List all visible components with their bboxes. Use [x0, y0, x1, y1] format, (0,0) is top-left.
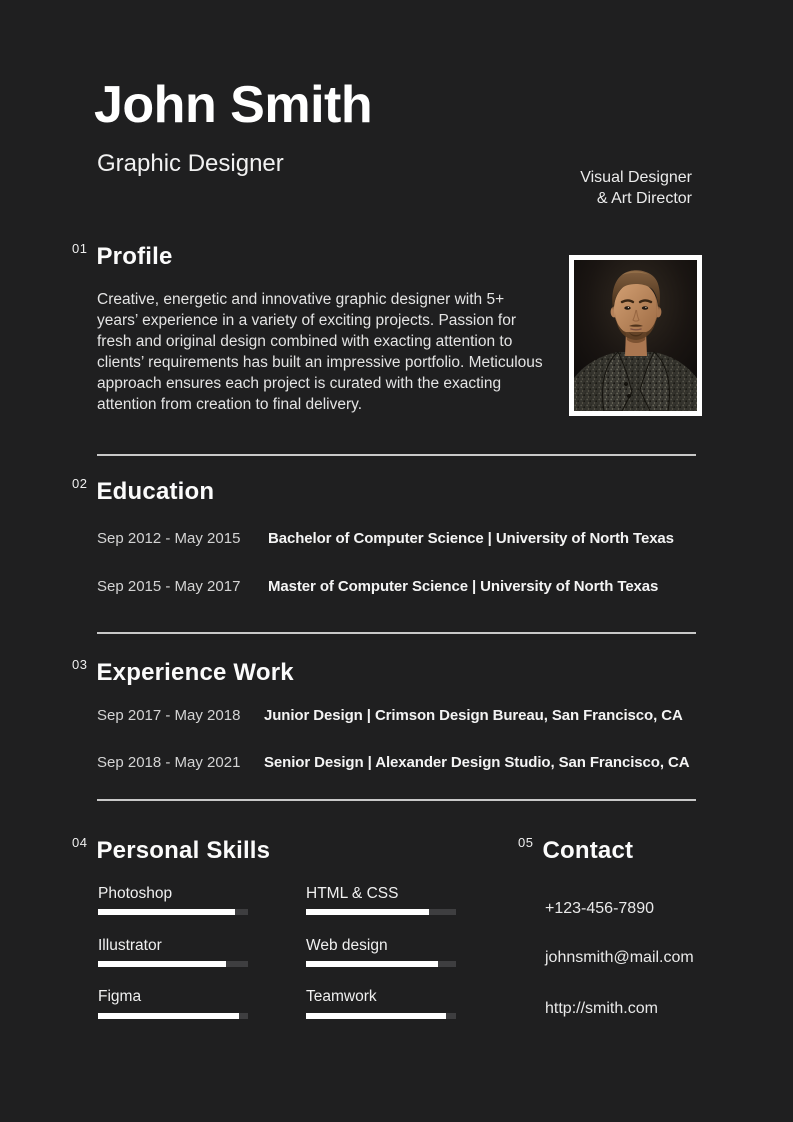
experience-section-number: 03	[72, 657, 88, 672]
education-section-number: 02	[72, 476, 88, 491]
education-section-title: Education	[96, 478, 215, 505]
skill-label-html-css: HTML & CSS	[306, 885, 399, 902]
skill-bar-fill	[98, 909, 235, 915]
tagline	[580, 167, 692, 209]
skill-bar-fill	[306, 961, 438, 967]
education-row-dates: Sep 2012 - May 2015	[97, 530, 241, 547]
divider	[97, 632, 696, 634]
experience-section-heading	[72, 659, 294, 687]
skill-label-teamwork: Teamwork	[306, 988, 377, 1005]
skills-section-heading	[72, 837, 270, 865]
experience-row-title: Junior Design | Crimson Design Bureau, San Francisco, CA	[264, 707, 683, 724]
portrait-illustration	[574, 260, 697, 411]
skills-section-title: Personal Skills	[96, 837, 271, 864]
skill-bar-figma	[98, 1013, 248, 1019]
skill-label-photoshop: Photoshop	[98, 885, 173, 902]
profile-section-heading	[72, 243, 173, 271]
profile-photo	[569, 255, 702, 416]
experience-row-dates: Sep 2017 - May 2018	[97, 707, 241, 724]
skills-section-number: 04	[72, 835, 88, 850]
tagline-line2: & Art Director	[596, 190, 692, 207]
profile-text: Creative, energetic and innovative graphic designer with 5+ years’ experience in a variety of exciting projects. Passion for fresh and original design combined with exacting attention to clients’ requirements has built an impressive portfolio. Meticulous approach ensures each project is curated with the exacting attention from creation to final delivery.	[97, 291, 543, 413]
skill-bar-photoshop	[98, 909, 248, 915]
contact-website: http://smith.com	[545, 1000, 658, 1017]
skill-label-illustrator: Illustrator	[98, 937, 162, 954]
contact-email: johnsmith@mail.com	[545, 949, 694, 966]
education-row-dates: Sep 2015 - May 2017	[97, 578, 241, 595]
experience-row-title: Senior Design | Alexander Design Studio, San Francisco, CA	[264, 754, 690, 771]
skill-bar-teamwork	[306, 1013, 456, 1019]
education-row-title: Master of Computer Science | University of North Texas	[268, 578, 659, 595]
profile-section-title: Profile	[96, 243, 173, 270]
skill-label-web-design: Web design	[306, 937, 388, 954]
contact-section-number: 05	[518, 835, 534, 850]
divider	[97, 454, 696, 456]
skill-bar-html-css	[306, 909, 456, 915]
education-row-title: Bachelor of Computer Science | University of North Texas	[268, 530, 674, 547]
education-section-heading	[72, 478, 214, 506]
skill-bar-fill	[98, 1013, 239, 1019]
experience-section-title: Experience Work	[96, 659, 294, 686]
contact-section-title: Contact	[542, 837, 634, 864]
skill-bar-web-design	[306, 961, 456, 967]
contact-section-heading	[518, 837, 633, 865]
contact-phone: +123-456-7890	[545, 900, 654, 917]
skill-bar-illustrator	[98, 961, 248, 967]
skill-bar-fill	[98, 961, 226, 967]
profile-section-number: 01	[72, 241, 88, 256]
skill-label-figma: Figma	[98, 988, 142, 1005]
experience-row-dates: Sep 2018 - May 2021	[97, 754, 241, 771]
name-title: John Smith	[94, 76, 373, 134]
skill-bar-fill	[306, 1013, 446, 1019]
tagline-line1: Visual Designer	[580, 169, 692, 186]
role-subtitle: Graphic Designer	[97, 150, 284, 177]
skill-bar-fill	[306, 909, 429, 915]
divider	[97, 799, 696, 801]
